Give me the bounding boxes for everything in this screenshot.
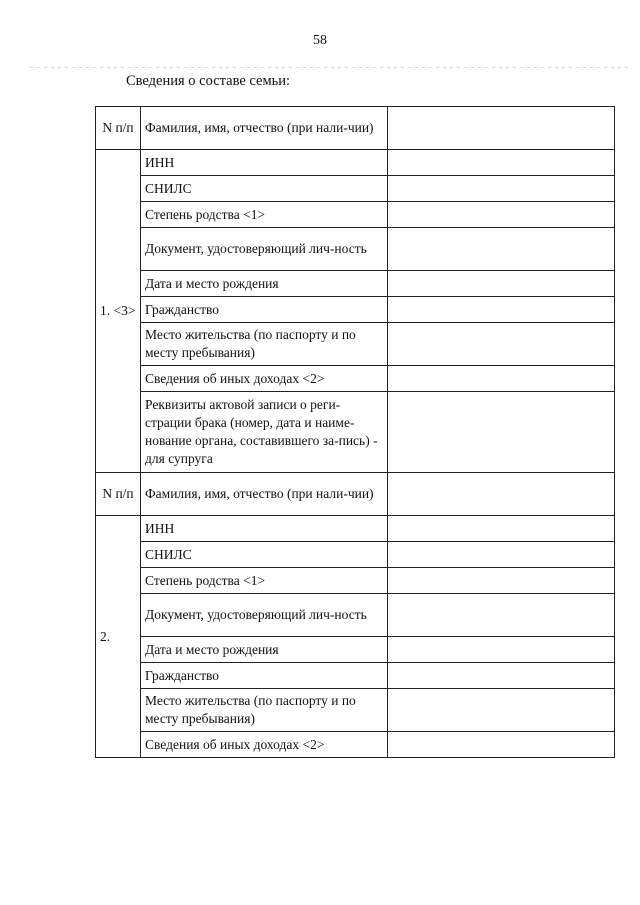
residence-label: Место жительства (по паспорту и по месту пребывания) [141,689,388,732]
member-2-row-inn [96,516,615,542]
member-2-header-row [96,473,615,516]
full-name-value[interactable] [388,107,615,150]
marriage-record-value[interactable] [388,392,615,473]
member-2-row-id-document [96,594,615,637]
member-1-row-birth [96,271,615,297]
snils-label: СНИЛС [141,542,388,568]
member-1-row-residence [96,323,615,366]
member-2-row-citizenship [96,663,615,689]
snils-value[interactable] [388,176,615,202]
member-1-row-marriage-record [96,392,615,473]
other-income-label: Сведения об иных доходах <2> [141,366,388,392]
marriage-record-label: Реквизиты актовой записи о реги-страции брака (номер, дата и наиме-нование органа, составившего за-пись) - для супруга [141,392,388,473]
inn-value[interactable] [388,516,615,542]
other-income-value[interactable] [388,732,615,758]
birth-date-place-value[interactable] [388,271,615,297]
snils-label: СНИЛС [141,176,388,202]
id-document-label: Документ, удостоверяющий лич-ность [141,228,388,271]
scan-artifact-line [30,67,630,68]
full-name-label: Фамилия, имя, отчество (при нали-чии) [141,107,388,150]
citizenship-label: Гражданство [141,663,388,689]
member-1-row-citizenship [96,297,615,323]
citizenship-value[interactable] [388,297,615,323]
birth-date-place-label: Дата и место рождения [141,271,388,297]
id-document-value[interactable] [388,594,615,637]
member-1-number: 1. <3> [96,150,141,473]
member-2-row-kinship [96,568,615,594]
inn-label: ИНН [141,516,388,542]
snils-value[interactable] [388,542,615,568]
id-document-value[interactable] [388,228,615,271]
inn-label: ИНН [141,150,388,176]
member-1-row-id-document [96,228,615,271]
number-column-header: N п/п [96,107,141,150]
id-document-label: Документ, удостоверяющий лич-ность [141,594,388,637]
other-income-value[interactable] [388,366,615,392]
member-1-row-snils [96,176,615,202]
member-2-row-snils [96,542,615,568]
kinship-label: Степень родства <1> [141,568,388,594]
member-1-row-inn [96,150,615,176]
member-2-number: 2. [96,516,141,758]
member-2-row-birth [96,637,615,663]
birth-date-place-value[interactable] [388,637,615,663]
full-name-value[interactable] [388,473,615,516]
citizenship-value[interactable] [388,663,615,689]
member-1-row-kinship [96,202,615,228]
page-number: 58 [313,33,327,48]
residence-value[interactable] [388,689,615,732]
citizenship-label: Гражданство [141,297,388,323]
section-title: Сведения о составе семьи: [126,73,291,89]
number-column-header: N п/п [96,473,141,516]
member-1-row-other-income [96,366,615,392]
other-income-label: Сведения об иных доходах <2> [141,732,388,758]
birth-date-place-label: Дата и место рождения [141,637,388,663]
kinship-label: Степень родства <1> [141,202,388,228]
member-1-header-row [96,107,615,150]
full-name-label: Фамилия, имя, отчество (при нали-чии) [141,473,388,516]
family-composition-table [95,106,615,758]
kinship-value[interactable] [388,568,615,594]
member-2-row-residence [96,689,615,732]
residence-value[interactable] [388,323,615,366]
kinship-value[interactable] [388,202,615,228]
inn-value[interactable] [388,150,615,176]
residence-label: Место жительства (по паспорту и по месту пребывания) [141,323,388,366]
member-2-row-other-income [96,732,615,758]
